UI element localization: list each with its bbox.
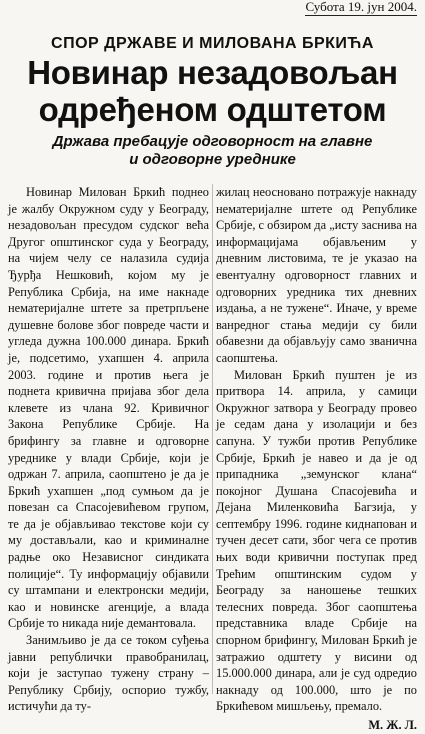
subheadline-line-2: и одговорне уреднике [129,151,296,168]
subheadline [0,133,425,169]
topic-kicker: СПОР ДРЖАВЕ И МИЛОВАНА БРКИЋА [51,35,374,52]
subheadline-line-1: Држава пребацује одговорност на главне [52,133,373,150]
column-divider [212,184,213,694]
headline [0,54,425,128]
headline-line-2: одређеном одштетом [38,91,387,128]
headline-line-1: Новинар незадовољан [27,54,398,91]
article-paragraph: Новинар Милован Бркић поднео је жалбу Окружном суду у Београду, незадовољан пресудом судског већа Другог општинског суда у Београду, на чијем челу се налазила судија Ђурђа Нешковић, којом му је Република Србија, на име накнаде нематеријалне штете за претрпљене душевне болове због повреде части и угледа дужна 100.000 динара. Бркић је, подсетимо, ухапшен 4. априла 2003. године и против њега је поднета кривична пријава због дела клевете из члана 92. Кривичног Закона Републике Србије. На брифингу за главне и одговорне уреднике у влади Србије, који је одржан 7. априла, саопштено је да је Бркић ухапшен „под сумњом да је повезан са Спасојевићевом групом, те да је објављивао текстове који су му достављали, као и криминалне радње око Независног синдиката полиције“. Ту информацију објавили су штампани и електронски медији, као и новинске агенције, а влада Србије то никада није демантовала. [8,185,209,631]
article-paragraph: жилац неосновано потражује накнаду нематеријалне штете од Републике Србије, с обзиром да „исту заснива на информацијама објављеним у дневним листовима, те је указао на евентуалну одговорност главних и одговорних уредника тих дневних издања, а не тужене“. Иначе, у време ванредног стања медији су били обавезни да објављују само званична саопштења. [216,185,417,365]
dateline: Субота 19. јун 2004. [305,0,417,14]
article-column-left [8,184,209,714]
article-paragraph: Занимљиво је да се током суђења јавни републички правобранилац, који је заступао тужену страну – Републику Србију, оспорио тужбу, истичући да ту- [8,633,209,714]
byline: М. Ж. Л. [368,718,417,732]
article-paragraph: Милован Бркић пуштен је из притвора 14. априла, у самици Окружног затвора у Београду провео је седам дана у изолацији и без сапуна. У тужби против Републике Србије, Бркић је навео и да је од припадника „земунског клана“ покојног Душана Спасојевића и Дејана Миленковића Багзија, у септембру 1996. године киднапован и тучен десет сати, због чега се против њих води кривични поступак пред Трећим општинским судом у Београду за наношење тешких телесних повреда. Због саопштења представника владе Србије на спорном брифингу, Милован Бркић је затражио одштету у висини од 15.000.000 динара, али је суд одредио накнаду од 100.000, што је по Бркићевом мишљењу, премало. [216,367,417,714]
article-column-right [216,184,417,732]
